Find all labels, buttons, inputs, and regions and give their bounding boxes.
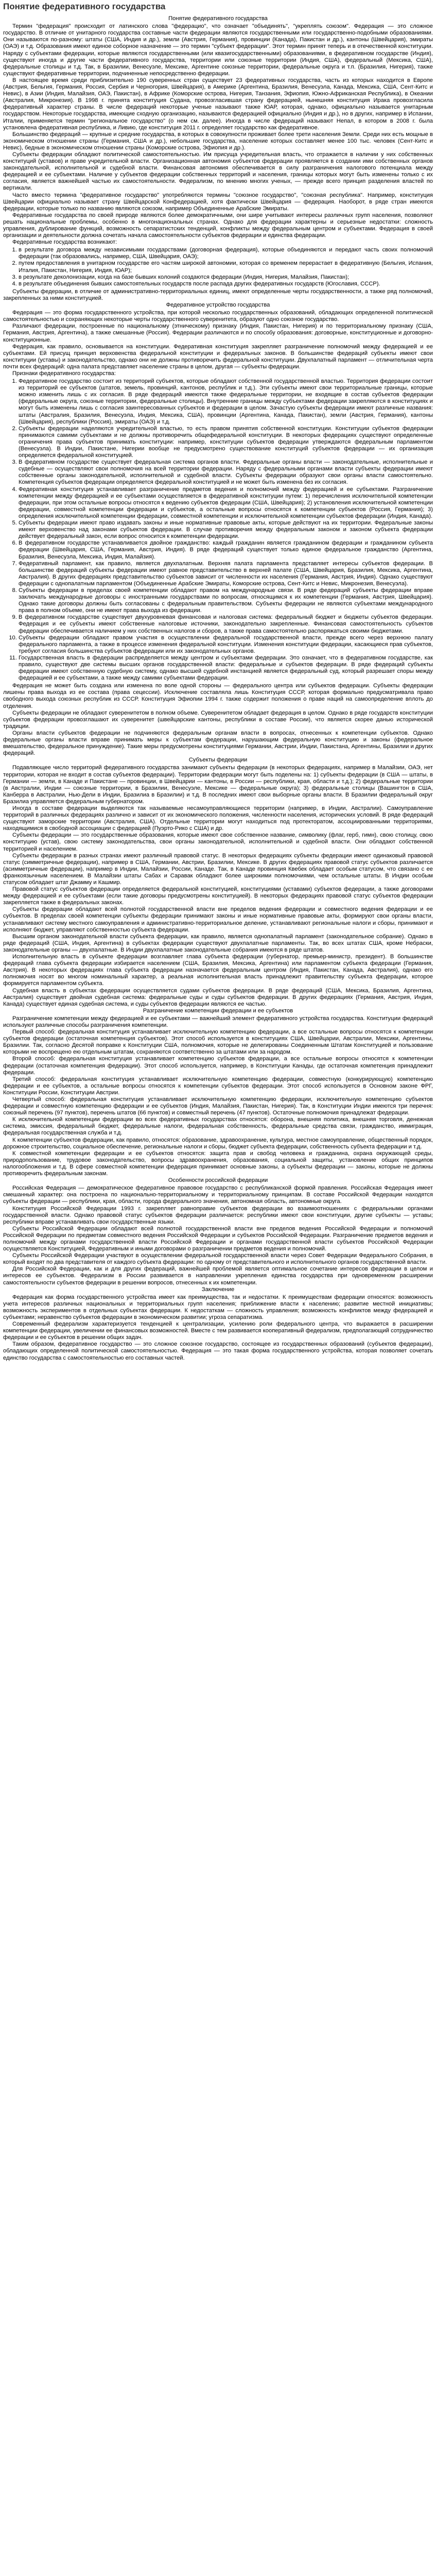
list-item: 3. в результате деколонизации, когда на базе бывших колоний создаются федерации (Индия, Нигерия, Малайзия, Пакистан); <box>19 274 433 281</box>
list-item: 4. в результате объединения бывших самостоятельных государств после распада других федеративных государств (Югославия, СССР). <box>19 281 433 287</box>
formation-list <box>3 247 433 287</box>
paragraph: Большинство федераций — крупные и средние государства, в которых в совокупности проживает более трети населения Земли. Среди них есть мощные в экономическом отношении страны (Германия, США и др.), небольшие государства, население которых составляет менее 100 тыс. человек (Сент-Китс и Невис), бедные в экономическом отношении страны (Коморские острова, Эфиопия и др.). <box>3 131 433 151</box>
paragraph: К исключительной компетенции федерации во всех федеративных государствах относятся: оборона, внешняя политика, внешняя торговля, денежная система, эмиссия, федеральный бюджет, федеральные налоги, федеральная собственность, федеральные средства связи, гражданство, иммиграция, федеральная государственная служба и т.д. <box>3 1116 433 1137</box>
paragraph: Второй способ: федеральная конституция устанавливает компетенцию субъектов федерации, а все остальные вопросы относятся к компетенции федерации (остаточная компетенция федерации). Этот способ используется, например, в Конституции Канады, где остаточная компетенция принадлежит федерации. <box>3 1056 433 1076</box>
intro2-paragraphs <box>3 151 433 239</box>
paragraph: Федерация — это форма государственного устройства, при которой несколько государственных образований, обладающих определенной политической самостоятельностью и сохраняющих некоторые черты государственного суверенитета, образуют одно союзное государство. <box>3 310 433 323</box>
paragraph: Первый способ: федеральная конституция устанавливает исключительную компетенцию федерации, а все остальные вопросы относятся к компетенции субъектов федерации (остаточная компетенция субъектов). Этот способ используется в конституциях США, Швейцарии, Австралии, Мексики, Аргентины, Бразилии. Так, согласно Десятой поправке к Конституции США, полномочия, которые не делегированы Соединенным Штатам Конституцией и пользование которыми не воспрещено ею отдельным штатам, сохраняются соответственно за штатами или за народом. <box>3 1029 433 1056</box>
paragraph: Федерация, как правило, основывается на конституции. Федеративная конституция закрепляет разграничение полномочий между федерацией и ее субъектами. Ей присущ принцип верховенства федеральной конституции и федеральных законов. В большинстве федераций субъекты имеют свои конституции (уставы) и законодательство, однако они не должны противоречить федеральной конституции. Двухпалатный парламент — отличительная черта почти всех федераций: одна палата представляет население страны в целом, другая — субъекты федерации. <box>3 343 433 370</box>
section6-paragraphs <box>3 1294 433 1362</box>
list-item: 9. В федеративном государстве существует двухуровневая финансовая и налоговая система: федеральный бюджет и бюджеты субъектов федерации. Федерация и ее субъекты имеют собственные налоговые источники, законодательно закрепленные. Финансовая самостоятельность субъектов федерации обеспечивается наличием у них собственных налогов и сборов, а также права самостоятельно распоряжаться своими бюджетами. <box>19 614 433 634</box>
after-list-1: Субъекты федерации, в отличие от административно-территориальных единиц, имеют определенные черты государственности, а также ряд полномочий, закрепленных за ними конституцией. <box>3 288 433 301</box>
paragraph: Для Российской Федерации, как и для других федераций, важнейшей проблемой является оптимальное сочетание интересов федерации в целом и интересов ее субъектов. Федерализм в России развивается в направлении укрепления единства государства при одновременном расширении самостоятельности субъектов федерации в решении вопросов, отнесенных к их компетенции. <box>3 1266 433 1286</box>
paragraph: Конституция Российской Федерации 1993 г. закрепляет равноправие субъектов федерации во взаимоотношениях с федеральными органами государственной власти. Однако правовой статус субъектов федерации различается: республики имеют свои конституции, другие субъекты — уставы; республики вправе устанавливать свои государственные языки. <box>3 1205 433 1225</box>
paragraph: Различают федерации, построенные по национальному (этническому) признаку (Индия, Пакистан, Нигерия) и по территориальному признаку (США, Германия, Австрия, Аргентина), а также смешанные (Россия). Федерации различаются и по способу образования: договорные, конституционные и договорно-конституционные. <box>3 323 433 343</box>
paragraph: Разграничение компетенции между федерацией и ее субъектами — важнейший элемент федеративного устройства государства. Конституции федераций используют различные способы разграничения компетенции. <box>3 1015 433 1028</box>
paragraph: Третий способ: федеральная конституция устанавливает исключительную компетенцию федерации, совместную (конкурирующую) компетенцию федерации и ее субъектов, а остальные вопросы относятся к компетенции субъектов федерации. Этот способ используется в Основном законе ФРГ, Конституции России, Конституции Австрии. <box>3 1076 433 1096</box>
section3-paragraphs <box>3 765 433 1007</box>
list-item: 3. В федеративном государстве существует федеральная система органов власти. Федеральные органы власти — законодательные, исполнительные и судебные — осуществляют свои полномочия на всей территории федерации. Наряду с федеральными органами власти субъекты федерации имеют собственные органы законодательной, исполнительной и судебной власти. Субъекты федерации образуют свои органы власти самостоятельно. Компетенция субъектов федерации определяется федеральной конституцией и не может быть изменена без их согласия. <box>19 459 433 486</box>
list-item: 1. в результате договора между независимыми государствами (договорная федерация), которые объединяются и передают часть своих полномочий федерации (так образовались, например, США, Швейцария, ОАЭ); <box>19 247 433 260</box>
list-intro: Федеративные государства возникают: <box>12 239 117 246</box>
section-heading-1: Понятие федеративного государства <box>168 15 268 22</box>
list-item: 2. Субъекты федерации наделяются учредительной властью, то есть правом принятия собственной конституции. Конституции субъектов федерации принимаются самими субъектами и не должны противоречить общефедеральной конституции. В некоторых федерациях существуют определенные ограничения права субъектов принимать конституции: например, конституции субъектов федерации утверждаются федеральным парламентом (Венесуэла). В Индии, Пакистане, Нигерии вообще не предусмотрено существование конституций субъектов федерации — их организация определяется федеральной конституцией. <box>19 426 433 459</box>
list-item: 2. путем предоставления в унитарном государстве его частям широкой автономии, которая со временем перерастает в федеративную (Бельгия, Испания, Италия, Пакистан, Нигерия, Индия, ЮАР); <box>19 260 433 274</box>
paragraph: Субъекты федерации обладают всей полнотой государственной власти вне пределов ведения федерации и совместного ведения федерации и ее субъектов. В пределах своей компетенции субъекты федерации принимают законы и иные нормативные правовые акты, формируют свои органы власти, устанавливают систему местного самоуправления и административно-территориальное деление, устанавливают региональные налоги и сборы, принимают и исполняют бюджет, управляют собственностью субъекта федерации. <box>3 906 433 933</box>
list-item: 11. Государственная власть в федерации распределяется между центром и субъектами федерации. Это означает, что в федеративном государстве, как правило, существуют две системы высших органов государственной власти: федеральные и субъектов федерации. В ряде федераций субъекты федерации имеют собственную судебную систему, однако высшей судебной инстанцией является федеральный суд, который разрешает споры между федерацией и ее субъектами, а также между самими субъектами федерации. <box>19 655 433 682</box>
paragraph: Подавляющее число территорий федеративного государства занимают субъекты федерации (в некоторых федерациях, например в Малайзии, ОАЭ, нет территории, которая не входит в состав субъектов федерации). Территории федерации могут быть поделены на: 1) субъекты федерации (в США — штаты, в Германии — земли, в Канаде и Пакистане — провинции, в Швейцарии — кантоны, в России — республики, края, области и т.д.); 2) федеральные территории (в Австралии, Индии — союзные территории, в Бразилии, Венесуэле, Мексике — федеральные округа); 3) федеральные столицы (Вашингтон в США, Канберра в Австралии, Нью-Дели в Индии, Бразилиа в Бразилии) и т.д. В последних имеют свои выборные органы власти. В Бразилии федеральный округ Бразилиа управляется федеральным губернатором. <box>3 765 433 805</box>
section-heading-4: Разграничение компетенции федерации и ее субъектов <box>143 1007 293 1014</box>
page-title: Понятие федеративного государства <box>3 2 166 11</box>
list-intro-2: Признаки федеративного государства: <box>12 370 116 377</box>
paragraph: Субъекты Российской Федерации обладают всей полнотой государственной власти вне пределов ведения Российской Федерации и полномочий Российской Федерации по предметам совместного ведения Российской Федерации и субъектов Российской Федерации. Разграничение предметов ведения и полномочий между органами государственной власти Российской Федерации и органами государственной власти субъектов Российской Федерации осуществляется Конституцией, Федеративным и иными договорами о разграничении предметов ведения и полномочий. <box>3 1225 433 1252</box>
paragraph: Иногда в составе федерации выделяются так называемые несамоуправляющиеся территории (например, в Индии, Австралии). Самоуправление территорий в различных федерациях различно и зависит от их экономического положения, численности населения, исторических условий. В ряде федераций существуют заморские территории (Австралия, США). Отдельные территории могут находиться под протекторатом, ассоциированными территориями, находящимися в свободной ассоциации с федерацией (Пуэрто-Рико с США) и др. <box>3 805 433 832</box>
paragraph: Правовой статус субъектов федерации определяется федеральной конституцией, конституциями (уставами) субъектов федерации, а также договорами между федерацией и ее субъектами (если такие договоры предусмотрены конституцией). В некоторых федерациях правовой статус субъектов федерации закрепляется также в федеральных законах. <box>3 886 433 906</box>
paragraph: Органы власти субъектов федерации не подчиняются федеральным органам власти в вопросах, отнесенных к компетенции субъектов. Однако федеральные органы власти вправе принимать меры к субъектам федерации, нарушающим федеральную конституцию и законы (федеральное вмешательство, федеральное принуждение). Такие меры предусмотрены конституциями Германии, Австрии, Индии, Пакистана, Аргентины, Бразилии и других федераций. <box>3 730 433 757</box>
paragraph: Современный федерализм характеризуется тенденцией к централизации, усилению роли федерального центра, что выражается в расширении компетенции федерации, увеличении ее финансовых возможностей. Вместе с тем развивается кооперативный федерализм, предполагающий сотрудничество федерации и ее субъектов в решении общих задач. <box>3 1321 433 1341</box>
after-list-2-paragraphs <box>3 683 433 757</box>
section-heading-5: Особенности российской федерации <box>168 1177 268 1184</box>
paragraph: Субъекты федерации не обладают суверенитетом в полном объеме. Суверенитетом обладает федерация в целом. Однако в ряде государств конституции субъектов федерации провозглашают их суверенитет (швейцарские кантоны, республики в составе России), что является скорее данью исторической традиции. <box>3 709 433 730</box>
section-heading-6: Заключение <box>201 1286 235 1293</box>
list-item: 8. Субъекты федерации в пределах своей компетенции обладают правом на международные связи. В ряде федераций субъекты федерации вправе заключать международные договоры с иностранными государствами по вопросам, относящимся к их компетенции (Германия, Австрия, Швейцария). Однако такие договоры должны быть согласованы с федеральным правительством. Субъекты федерации не являются субъектами международного права в полном объеме, они не имеют права выхода из федерации. <box>19 587 433 614</box>
paragraph: Термин "федерация" происходит от латинского слова "федерацио", что означает "объединять", "укреплять союзом". Федерация — это сложное государство. В отличие от унитарного государства составные части федерации являются государственными или государственно-подобными образованиями. Они называются по-разному: штаты (США, Индия и др.), земли (Австрия, Германия), провинции (Канада), Пакистан и др.), кантоны (Швейцария), эмираты (ОАЭ) и т.д. Образования имеют единое соборное назначение — это термин "субъект федерации". Этот термин принят теперь и в отечественной конституции. Наряду с субъектами федерации, которые являются государственными (или квазигосударственными) образованиями, в федеративном государстве (Индия), существуют иногда и другие части федеративного государства, территории или союзные территории (Индия, США), федеральный (Мексика, США), федеральные столицы и т.д. Так, в Бразилии, Венесуэле, Мексике, Аргентине союзные территории, федеральные округа и т.п. (Бразилия, Нигерия), также существуют федеративные территории, подчиненные непосредственно федерации. <box>3 23 433 77</box>
list-item: 5. Субъекты федерации имеют право издавать законы и иные нормативные правовые акты, которые действуют на их территории. Федеральные законы имеют верховенство над законами субъектов федерации. В случае противоречия между федеральным законом и законом субъекта федерации действует федеральный закон, если вопрос относится к компетенции федерации. <box>19 520 433 540</box>
paragraph: Судебная власть в субъектах федерации осуществляется судами субъектов федерации. В ряде федераций (США, Мексика, Бразилия, Аргентина, Австралия) существует двойная судебная система: федеральные суды и суды субъектов федерации. В других федерациях (Германия, Австрия, Индия, Канада) существует единая судебная система, и суды субъектов федерации являются ее частью. <box>3 987 433 1007</box>
paragraph: Федерация как форма государственного устройства имеет как преимущества, так и недостатки. К преимуществам федерации относятся: возможность учета интересов различных национальных и территориальных групп населения; приближение власти к населению; развитие местной инициативы; возможность экспериментов в отдельных субъектах федерации. К недостаткам — сложность управления; возможность конфликтов между федерацией и субъектами; неравенство субъектов федерации в экономическом развитии; угроза сепаратизма. <box>3 1294 433 1320</box>
intro-paragraphs <box>3 23 433 151</box>
list-item: 1. Федеративное государство состоит из территорий субъектов, которые обладают собственной государственной властью. Территория федерации состоит из территорий ее субъектов (штатов, земель, провинций, кантонов, республик и т.д.). Эти субъекты имеют свои территориальные границы, которые можно изменить лишь с их согласия. В ряде федераций имеются также федеральные территории, не входящие в состав субъектов федерации (федеральные округа, союзные территории, федеральные столицы). Внутренние границы между субъектами федерации закрепляются в конституциях и могут быть изменены лишь с согласия заинтересованных субъектов и федерации в целом. Зачастую субъекты федерации имеют различные названия: штаты (Австралия, Бразилия, Венесуэла, Индия, Мексика, США), провинции (Аргентина, Канада, Пакистан), земли (Австрия, Германия), кантоны (Швейцария), республики (Россия), эмираты (ОАЭ) и т.д. <box>19 378 433 426</box>
section-heading-2: Федеративное устройство государства <box>166 302 270 309</box>
paragraph: Федеративные государства по своей природе являются более демократичными, они шире учитывают интересы различных групп населения, позволяют решать национальные проблемы, особенно в многонациональных странах. Однако для федерации характерны и серьезные недостатки: сложность управления, дублирование функций, возможность сепаратистских тенденций, конфликты между федеральным центром и субъектами. Федерация в своей организации и деятельности должна сочетать начала самостоятельности субъектов федерации и единства федерации. <box>3 212 433 239</box>
paragraph: Высшим органом законодательной власти субъекта федерации, как правило, является однопалатный парламент (законодательное собрание). Однако в ряде федераций (США, Индия, Аргентина) в субъектах федерации существуют двухпалатные парламенты. Так, во всех штатах США, кроме Небраски, законодательные органы — двухпалатные. В Индии двухпалатные законодательные собрания имеются в ряде штатов. <box>3 933 433 953</box>
paragraph: В настоящее время среди приблизительно 190 суверенных стран существует 23 федеративных государства, часть из которых находится в Европе (Австрия, Бельгия, Германия, Россия, Сербия и Черногория, Швейцария), в Америке (Аргентина, Бразилия, Венесуэла, Канада, Мексика, США, Сент-Китс и Невис), в Азии (Индия, Малайзия, ОАЭ, Пакистан), в Африке (Коморские острова, Нигерия, Танзания, Эфиопия, Южно-Африканская Республика), в Океании (Австралия, Микронезия). В 1998 г. принята конституция Судана, провозгласившая страну федерацией, нынешняя конституция Ирака провозгласила федеративный характер страны. В числе федераций некоторые ученые называют также ЮАР, которая, однако, официально называется унитарным государством. Некоторые государства, имеющие сходную организацию, называются федерацией официально (Индия и др.), но в других, например в Испании, Италии, применяется термин "региональное государство" (о нем см. далее). Иногда в числе федераций называют Непал, в котором в 2008 г. была установлена федеративная республика, и Ливию, где конституция 2011 г. определяет государство как федеративное. <box>3 77 433 131</box>
paragraph: Субъекты федерации обладают политической самостоятельностью. Им присуща учредительная власть, что отражается в наличии у них собственных конституций (уставов) и праве учредительной власти. Организационная автономия субъектов федерации проявляется в создании ими собственных органов законодательной, исполнительной и судебной власти. Финансовая автономия обеспечивается в силу разграничения налогового потенциала между федерацией и ее субъектами. Наличие у субъектов федерации собственных территорий и населения, границы которых могут быть изменены только с их согласия, является важнейшей частью их самостоятельности. Федерализм, по мнению многих ученых, — прежде всего принцип разделения властей по вертикали. <box>3 151 433 192</box>
paragraph: Федерация не может быть создана или изменена по воле одной стороны — федерального центра или субъектов федерации. Субъекты федерации лишены права выхода из ее состава (права сецессии). Исключение составляла лишь Конституция СССР, которая формально предусматривала право свободного выхода союзных республик из СССР. Конституция Эфиопии 1994 г. также содержит положения о праве наций на самоопределение вплоть до отделения. <box>3 683 433 709</box>
paragraph: Субъекты федерации — это государственные образования, которые имеют свое собственное название, символику (флаг, герб, гимн), свою столицу, свою конституцию (устав), свою систему законодательства, свои органы законодательной, исполнительной и судебной власти. Они обладают собственной территорией и населением. <box>3 832 433 852</box>
section4-paragraphs <box>3 1015 433 1177</box>
features-list <box>3 378 433 682</box>
list-item: 4. Федеративная конституция устанавливает разграничение предметов ведения и полномочий между федерацией и ее субъектами. Разграничение компетенции между федерацией и ее субъектами осуществляется в федеративной конституции путем: 1) перечисления исключительной компетенции федерации, при этом остальные вопросы относятся к ведению субъектов федерации (США, Швейцария); 2) установления исключительной компетенции федерации, совместной компетенции федерации и субъектов, а остальные вопросы относятся к компетенции субъектов (Россия, Германия); 3) определения исключительной компетенции федерации, совместной компетенции и исключительной компетенции субъектов федерации (Индия, Канада). <box>19 486 433 520</box>
section5-paragraphs <box>3 1185 433 1286</box>
paragraph: К совместной компетенции федерации и ее субъектов относятся: защита прав и свобод человека и гражданина, охрана окружающей среды, природопользование, трудовое законодательство, вопросы здравоохранения, образования, социальной защиты, установление общих принципов налогообложения и т.д. В сфере совместной компетенции федерация принимает основные законы, а субъекты федерации — законы, которые не должны противоречить федеральным законам. <box>3 1150 433 1177</box>
list-item: 7. Федеративный парламент, как правило, является двухпалатным. Верхняя палата парламента представляет интересы субъектов федерации. В большинстве федераций субъекты федерации имеют равное представительство в верхней палате (США, Швейцария, Бразилия, Мексика, Аргентина, Австралия). В других федерациях представительство субъектов зависит от численности их населения (Германия, Австрия, Индия). Однако существуют федерации с однопалатным парламентом (Объединенные Арабские Эмираты, Коморские острова, Сент-Китс и Невис, Микронезия, Венесуэла). <box>19 561 433 587</box>
list-item: 6. В федеративном государстве устанавливается двойное гражданство: каждый гражданин является гражданином федерации и гражданином субъекта федерации (Швейцария, США, Германия, Австрия, Индия). В ряде федераций существует только единое федеральное гражданство (Аргентина, Бразилия, Венесуэла, Мексика, Индия, Малайзия). <box>19 540 433 560</box>
paragraph: К компетенции субъектов федерации, как правило, относятся: образование, здравоохранение, культура, местное самоуправление, общественный порядок, дорожное строительство, социальное обеспечение, региональные налоги и сборы, бюджет субъекта федерации, собственность субъекта федерации и т.д. <box>3 1137 433 1150</box>
paragraph: Субъекты Российской Федерации участвуют в осуществлении федеральной государственной власти через Совет Федерации Федерального Собрания, в который входят по два представителя от каждого субъекта федерации: по одному от представительного и исполнительного органов государственной власти. <box>3 1252 433 1266</box>
paragraph: Таким образом, федеративное государство — это сложное союзное государство, состоящее из государственных образований (субъектов федерации), обладающих определенной политической самостоятельностью. Федерация — это такая форма государственного устройства, которая позволяет сочетать единство государства с самостоятельностью его составных частей. <box>3 1341 433 1361</box>
section-heading-3: Субъекты федерации <box>188 757 248 764</box>
list-item: 10. Субъекты федерации обладают правом участия в осуществлении федеральной государственной власти, прежде всего через верхнюю палату федерального парламента, а также в процессе изменения федеральной конституции. Изменения конституции федерации, касающиеся прав субъектов, требуют согласия большинства субъектов федерации или их законодательных органов. <box>19 635 433 655</box>
section2-paragraphs <box>3 310 433 370</box>
document-body <box>3 15 433 1362</box>
paragraph: Четвертый способ: федеральная конституция устанавливает исключительную компетенцию федерации, исключительную компетенцию субъектов федерации и совместную компетенцию федерации и ее субъектов (Индия, Малайзия, Пакистан, Нигерия). Так, в Конституции Индии имеются три перечня: союзный перечень (97 пунктов), перечень штатов (66 пунктов) и совместный перечень (47 пунктов). Остаточные полномочия принадлежат федерации. <box>3 1096 433 1116</box>
paragraph: Часто вместо термина "федеративное государство" употребляются термины "союзное государство", "союзная республика". Например, конституция Швейцарии официально называет страну Швейцарской Конфедерацией, хотя фактически Швейцария — федерация. Наоборот, в ряде стран имеются федерации, которые только по названию являются союзом, например Объединенные Арабские Эмираты. <box>3 192 433 212</box>
paragraph: Субъекты федерации в разных странах имеют различный правовой статус. В некоторых федерациях субъекты федерации имеют одинаковый правовой статус (симметричные федерации), например в США, Германии, Австрии, Бразилии, Мексике. В других федерациях правовой статус субъектов различается (асимметричные федерации), например в Индии, Малайзии, России, Канаде. Так, в Канаде провинция Квебек обладает особым статусом, что связано с ее франкоязычным населением. В Малайзии штаты Сабах и Саравак обладают более широкими полномочиями, чем остальные штаты. В Индии особым статусом обладает штат Джамму и Кашмир. <box>3 852 433 886</box>
paragraph: Российская Федерация — демократическое федеративное правовое государство с республиканской формой правления. Российская Федерация имеет смешанный характер: она построена по национально-территориальному и территориальному принципам. В составе Российской Федерации находятся субъекты федерации — республики, края, области, города федерального значения, автономная область, автономные округа. <box>3 1185 433 1205</box>
paragraph: Исполнительную власть в субъекте федерации возглавляет глава субъекта федерации (губернатор, премьер-министр, президент). В большинстве федераций глава субъекта федерации избирается населением (США, Бразилия, Мексика, Аргентина) или парламентом субъекта федерации (Германия, Австрия). В некоторых федерациях глава субъекта федерации назначается федеральным центром (Индия, Пакистан, Канада, Австралия), однако его полномочия носят во многом номинальный характер, а реальная исполнительная власть принадлежит правительству субъекта федерации, которое формируется парламентом субъекта. <box>3 954 433 987</box>
